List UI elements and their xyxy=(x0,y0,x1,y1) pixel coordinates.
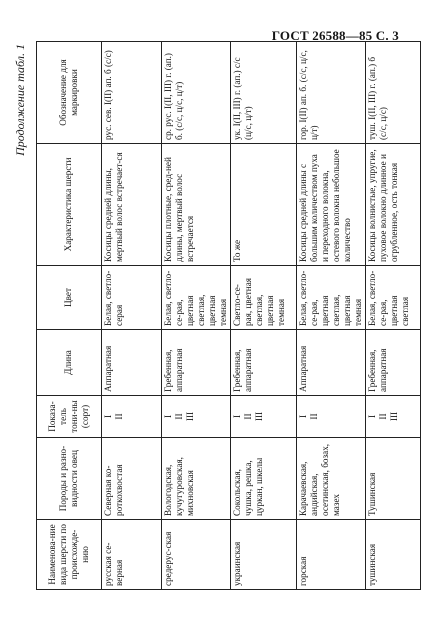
column-header: Длина xyxy=(37,330,102,396)
marking-cell: ср. рус. I(II, III) г. (ап.) б. (с/с, ц/с, ц/т) xyxy=(162,42,231,144)
grade-cell: I II xyxy=(102,396,162,438)
column-header: Характеристика шерсти xyxy=(37,144,102,266)
grade-cell: I II III xyxy=(231,396,297,438)
color-cell: Светло-се-рая, цветная светлая, цветная темная xyxy=(231,266,297,330)
breeds-cell: Тушинская xyxy=(366,438,421,520)
length-cell: Аппаратная xyxy=(297,330,366,396)
color-cell: Белая, светло-серая xyxy=(102,266,162,330)
table-continuation-label: Продолжение табл. 1 xyxy=(13,44,27,156)
origin-cell: средерус-ская xyxy=(162,520,231,590)
table-row xyxy=(366,42,421,590)
characteristic-cell: Косицы плотные, сред-ней длины, мертвый волос встречается xyxy=(162,144,231,266)
breeds-cell: Сокольская, чушка, решка, цуркан, шкелы xyxy=(231,438,297,520)
origin-cell: тушинская xyxy=(366,520,421,590)
grade-cell: I II xyxy=(297,396,366,438)
length-cell: Аппаратная xyxy=(102,330,162,396)
page-header: ГОСТ 26588—85 С. 3 xyxy=(271,28,399,43)
origin-cell: горская xyxy=(297,520,366,590)
marking-cell: гор. I(II) ап. б. (с/с, ц/с, ц/т) xyxy=(297,42,366,144)
column-header: Обозначение для маркировки xyxy=(37,42,102,144)
length-cell: Гребенная, аппаратная xyxy=(162,330,231,396)
wool-types-table xyxy=(36,41,421,590)
origin-cell: украинская xyxy=(231,520,297,590)
marking-cell: ук. I(II, III) г. (ап.) с/с (ц/с, ц/т) xyxy=(231,42,297,144)
characteristic-cell: Косицы средней длины, мертвый волос встречает-ся xyxy=(102,144,162,266)
color-cell: Белая, светло-се-рая, цветная светлая xyxy=(366,266,421,330)
marking-cell: рус. сев. I(II) ап. б (с/с) xyxy=(102,42,162,144)
characteristic-cell: Косицы средней длины с большим количеством пуха и переходного волокна, остевого волокна небольшое количество xyxy=(297,144,366,266)
origin-cell: русская се-верная xyxy=(102,520,162,590)
grade-cell: I II III xyxy=(366,396,421,438)
table-row xyxy=(231,42,297,590)
column-header: Наименова-ние вида шерсти по происхожде-нию xyxy=(37,520,102,590)
table-row xyxy=(297,42,366,590)
column-header: Показа-тель тони-ны (сорт) xyxy=(37,396,102,438)
length-cell: Гребенная, аппаратная xyxy=(366,330,421,396)
table-header-row xyxy=(37,42,102,590)
color-cell: Белая, светло-се-рая, цветная светлая, цветная темная xyxy=(162,266,231,330)
table-row xyxy=(162,42,231,590)
rotated-table-container xyxy=(13,42,411,590)
color-cell: Белая, светло-се-рая, цветная светлая, цветная темная xyxy=(297,266,366,330)
breeds-cell: Северная ко-роткохвостая xyxy=(102,438,162,520)
characteristic-cell: Косицы волнистые, упругие, пуховое волокно длинное и огрубленное, ость тонкая xyxy=(366,144,421,266)
column-header: Цвет xyxy=(37,266,102,330)
breeds-cell: Вологодская, кучугуровская, михновская xyxy=(162,438,231,520)
marking-cell: туш. I(II, III) г. (ап.) б (с/с, ц/с) xyxy=(366,42,421,144)
grade-cell: I II III xyxy=(162,396,231,438)
breeds-cell: Карачаевская, андийская, осетинская, бозах, мазех xyxy=(297,438,366,520)
length-cell: Гребенная, аппаратная xyxy=(231,330,297,396)
table-row xyxy=(102,42,162,590)
column-header: Породы и разно-видности овец xyxy=(37,438,102,520)
characteristic-cell: То же xyxy=(231,144,297,266)
